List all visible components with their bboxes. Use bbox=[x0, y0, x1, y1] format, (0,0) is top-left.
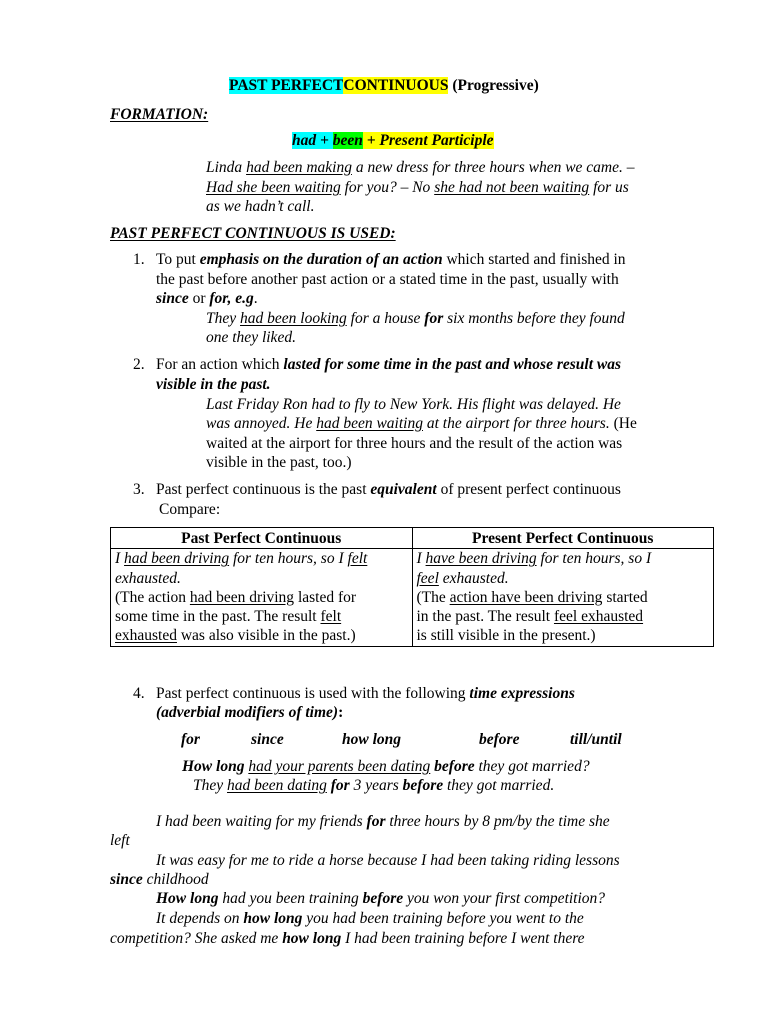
underlined-text: had been waiting bbox=[316, 415, 423, 432]
item-2-line-2 bbox=[156, 375, 271, 394]
text: exhausted. bbox=[438, 569, 509, 587]
used-heading-text: PAST PERFECT CONTINUOUS IS USED: bbox=[110, 225, 396, 242]
underlined-text: had been looking bbox=[240, 310, 347, 327]
text: as we hadn’t call. bbox=[206, 198, 315, 215]
text: for ten hours, so I bbox=[229, 550, 348, 568]
item-4-number: 4. bbox=[133, 685, 145, 702]
time-expression-for: for bbox=[181, 731, 200, 748]
text: in the past. The result bbox=[416, 608, 554, 626]
item-2-example-line-3 bbox=[206, 434, 622, 453]
text: for you? – No bbox=[340, 179, 435, 196]
page-title bbox=[229, 76, 539, 95]
text: competition? She asked me bbox=[110, 930, 283, 947]
item-2-example-line-4 bbox=[206, 453, 352, 472]
bold-text: for bbox=[424, 310, 444, 327]
bold-text: since bbox=[110, 871, 143, 888]
text: For an action which bbox=[156, 356, 284, 373]
text: Past perfect continuous is used with the following bbox=[156, 685, 470, 702]
underlined-text: action have been driving bbox=[449, 588, 603, 606]
text: Linda bbox=[206, 159, 247, 176]
bold-text: before bbox=[362, 890, 404, 907]
underlined-text: felt bbox=[320, 608, 342, 626]
underlined-text: have been driving bbox=[425, 550, 537, 568]
dialog-answer bbox=[193, 776, 554, 795]
text: one they liked. bbox=[206, 329, 296, 346]
text: Last Friday Ron had to fly to New York. His flight was delayed. He bbox=[206, 396, 621, 413]
item-2-example-line-2 bbox=[206, 414, 637, 433]
bold-text: for bbox=[366, 813, 386, 830]
text: (He bbox=[609, 415, 637, 432]
bold-text: before bbox=[430, 758, 475, 775]
formation-example-line-1 bbox=[206, 158, 635, 177]
text: waited at the airport for three hours and the result of the action was bbox=[206, 435, 623, 452]
item-1-example-line-2 bbox=[206, 328, 296, 347]
example-2-line-1 bbox=[156, 851, 620, 870]
text: which started and finished in bbox=[442, 251, 626, 268]
formation-formula bbox=[292, 131, 494, 150]
item-3-line-2 bbox=[159, 500, 220, 519]
title-part-1: PAST PERFECT bbox=[229, 77, 344, 94]
underlined-text: had been driving bbox=[189, 588, 295, 606]
example-4-line-2 bbox=[110, 929, 585, 948]
dialog-question bbox=[182, 757, 590, 776]
underlined-text: exhausted bbox=[115, 627, 177, 645]
text: you had been training before you went to the bbox=[302, 910, 584, 927]
emphasis-text: time expressions bbox=[469, 685, 575, 702]
text: . bbox=[253, 290, 258, 307]
text: 3 years bbox=[349, 777, 403, 794]
text: To put bbox=[156, 251, 200, 268]
item-1-number: 1. bbox=[133, 251, 145, 268]
bold-text: how long bbox=[282, 930, 342, 947]
text: Past perfect continuous is the past bbox=[156, 481, 371, 498]
time-expression-till-until: till/until bbox=[570, 731, 622, 748]
text: was also visible in the past.) bbox=[176, 627, 356, 645]
text: three hours by 8 pm/by the time she bbox=[385, 813, 610, 830]
underlined-text: had your parents been dating bbox=[248, 758, 431, 775]
time-expression-since: since bbox=[251, 731, 284, 748]
text: started bbox=[602, 588, 648, 606]
formula-rest: + Present Participle bbox=[362, 132, 494, 149]
text: : bbox=[338, 704, 344, 721]
text: They bbox=[193, 777, 228, 794]
example-1-line-2 bbox=[110, 831, 130, 850]
formula-been: been bbox=[332, 132, 363, 149]
table-row bbox=[111, 549, 714, 646]
bold-text: how long bbox=[243, 910, 303, 927]
text: was annoyed. He bbox=[206, 415, 317, 432]
example-2-line-2 bbox=[110, 870, 209, 889]
used-heading bbox=[110, 224, 396, 243]
table-header-row bbox=[111, 528, 714, 549]
text: (The action bbox=[115, 588, 190, 606]
underlined-text: felt bbox=[347, 550, 368, 568]
item-2-number: 2. bbox=[133, 356, 145, 373]
time-expression-how-long: how long bbox=[342, 731, 402, 748]
text: the past before another past action or a stated time in the past, usually with bbox=[156, 271, 619, 288]
table-header-present: Present Perfect Continuous bbox=[412, 528, 714, 549]
emphasis-text: since bbox=[156, 290, 189, 307]
example-3 bbox=[156, 889, 605, 908]
example-1-line-1 bbox=[156, 812, 610, 831]
text: is still visible in the present.) bbox=[416, 627, 596, 645]
item-2-example-line-1 bbox=[206, 395, 621, 414]
text: of present perfect continuous bbox=[436, 481, 621, 498]
text: I bbox=[416, 550, 426, 568]
item-2-line-1 bbox=[156, 355, 621, 374]
emphasis-text: (adverbial modifiers of time) bbox=[156, 704, 339, 721]
compare-table bbox=[110, 527, 714, 647]
bold-text: for bbox=[326, 777, 350, 794]
time-expression-before: before bbox=[479, 731, 520, 748]
formation-heading-text: FORMATION: bbox=[110, 106, 209, 123]
text: childhood bbox=[142, 871, 209, 888]
underlined-text: feel bbox=[416, 569, 439, 587]
text: had you been training bbox=[218, 890, 363, 907]
text: for us bbox=[589, 179, 629, 196]
text: Compare: bbox=[159, 501, 221, 518]
text: you won your first competition? bbox=[403, 890, 606, 907]
example-4-line-1 bbox=[156, 909, 584, 928]
item-1-example-line-1 bbox=[206, 309, 625, 328]
text: six months before they found bbox=[443, 310, 625, 327]
text: for ten hours, so I bbox=[536, 550, 652, 568]
item-4-line-1 bbox=[156, 684, 575, 703]
underlined-text: Had she been waiting bbox=[206, 179, 341, 196]
formation-example-line-3 bbox=[206, 197, 315, 216]
item-1-line-3 bbox=[156, 289, 258, 308]
emphasis-text: lasted for some time in the past and whose result was bbox=[283, 356, 622, 373]
underlined-text: had been driving bbox=[124, 550, 230, 568]
emphasis-text: equivalent bbox=[370, 481, 437, 498]
emphasis-text: for, e.g bbox=[209, 290, 254, 307]
text: It was easy for me to ride a horse because I had been taking riding lessons bbox=[156, 852, 620, 869]
table-header-past: Past Perfect Continuous bbox=[111, 528, 413, 549]
underlined-text: she had not been waiting bbox=[434, 179, 590, 196]
formation-heading bbox=[110, 105, 208, 124]
text: they got married. bbox=[443, 777, 555, 794]
text: for a house bbox=[346, 310, 425, 327]
text: They bbox=[206, 310, 241, 327]
title-part-3: (Progressive) bbox=[448, 77, 539, 94]
item-4-line-2 bbox=[156, 703, 343, 722]
formation-example-line-2 bbox=[206, 178, 629, 197]
table-cell-present bbox=[412, 549, 714, 646]
emphasis-text: emphasis on the duration of an action bbox=[199, 251, 443, 268]
text: It depends on bbox=[156, 910, 244, 927]
text: visible in the past. bbox=[156, 376, 271, 393]
text: a new dress for three hours when we came. – bbox=[351, 159, 635, 176]
text: I had been waiting for my friends bbox=[156, 813, 367, 830]
item-3-line-1 bbox=[156, 480, 621, 499]
formula-had: had + bbox=[292, 132, 333, 149]
text: I had been training before I went there bbox=[341, 930, 585, 947]
bold-text: How long bbox=[156, 890, 219, 907]
bold-text: before bbox=[402, 777, 444, 794]
text: visible in the past, too.) bbox=[206, 454, 352, 471]
text: I bbox=[115, 550, 125, 568]
underlined-text: feel exhausted bbox=[553, 608, 644, 626]
text: or bbox=[188, 290, 210, 307]
text: left bbox=[110, 832, 130, 849]
text: lasted for bbox=[294, 588, 357, 606]
text: at the airport for three hours. bbox=[422, 415, 610, 432]
item-1-line-2 bbox=[156, 270, 619, 289]
text: exhausted. bbox=[115, 569, 181, 587]
underlined-text: had been making bbox=[246, 159, 352, 176]
underlined-text: had been dating bbox=[227, 777, 327, 794]
item-3-number: 3. bbox=[133, 481, 145, 498]
item-1-line-1 bbox=[156, 250, 626, 269]
title-part-2: CONTINUOUS bbox=[343, 77, 449, 94]
text: (The bbox=[416, 588, 450, 606]
text: they got married? bbox=[474, 758, 590, 775]
text: some time in the past. The result bbox=[115, 608, 321, 626]
bold-text: How long bbox=[182, 758, 245, 775]
table-cell-past bbox=[111, 549, 413, 646]
